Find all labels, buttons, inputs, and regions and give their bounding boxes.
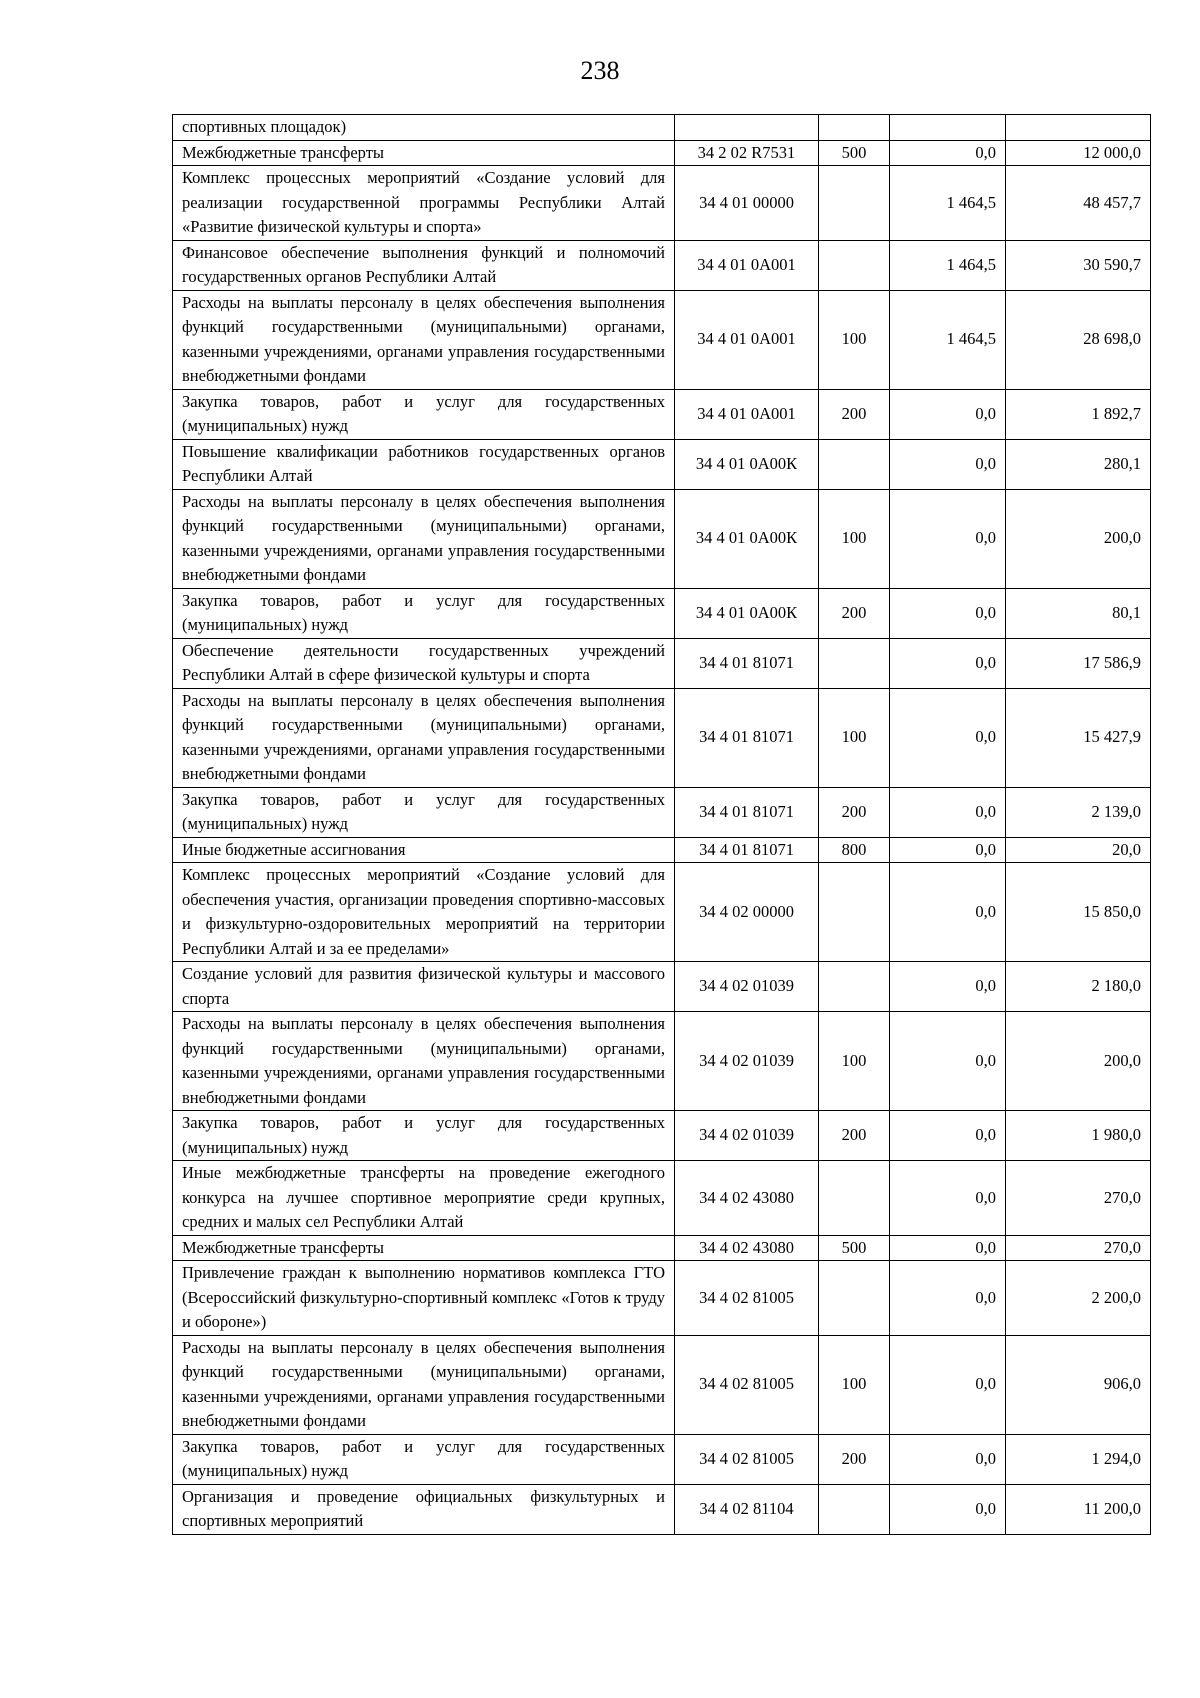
row-amount-1-cell: 0,0 <box>890 1235 1006 1261</box>
row-amount-2-cell: 906,0 <box>1006 1335 1151 1434</box>
table-row <box>173 837 1151 863</box>
row-amount-2-cell: 1 294,0 <box>1006 1434 1151 1484</box>
row-amount-2-cell <box>1006 115 1151 141</box>
row-name-cell: Обеспечение деятельности государственных учреждений Республики Алтай в сфере физической культуры и спорта <box>173 638 675 688</box>
row-code-cell: 34 4 01 81071 <box>675 688 819 787</box>
row-name-cell: Закупка товаров, работ и услуг для государственных (муниципальных) нужд <box>173 1434 675 1484</box>
table-row <box>173 787 1151 837</box>
row-expense-type-cell: 500 <box>819 1235 890 1261</box>
row-name-cell: Расходы на выплаты персоналу в целях обеспечения выполнения функций государственными (муниципальными) органами, казенными учреждениями, органами управления государственными внебюджетными фондами <box>173 1012 675 1111</box>
row-amount-1-cell: 0,0 <box>890 1012 1006 1111</box>
row-amount-2-cell: 2 200,0 <box>1006 1261 1151 1336</box>
row-expense-type-cell: 100 <box>819 688 890 787</box>
row-amount-2-cell: 28 698,0 <box>1006 290 1151 389</box>
table-row <box>173 1012 1151 1111</box>
row-expense-type-cell <box>819 240 890 290</box>
row-expense-type-cell <box>819 1161 890 1236</box>
row-expense-type-cell <box>819 1484 890 1534</box>
row-code-cell: 34 4 01 0А001 <box>675 389 819 439</box>
row-amount-2-cell: 12 000,0 <box>1006 140 1151 166</box>
row-amount-2-cell: 48 457,7 <box>1006 166 1151 241</box>
row-amount-1-cell: 1 464,5 <box>890 290 1006 389</box>
row-code-cell: 34 4 02 81005 <box>675 1434 819 1484</box>
row-amount-1-cell: 0,0 <box>890 439 1006 489</box>
row-amount-1-cell: 0,0 <box>890 140 1006 166</box>
row-amount-2-cell: 80,1 <box>1006 588 1151 638</box>
row-expense-type-cell <box>819 1261 890 1336</box>
row-name-cell: Финансовое обеспечение выполнения функций и полномочий государственных органов Республики Алтай <box>173 240 675 290</box>
row-code-cell: 34 4 02 01039 <box>675 1111 819 1161</box>
table-row <box>173 166 1151 241</box>
row-code-cell <box>675 115 819 141</box>
row-name-cell: Межбюджетные трансферты <box>173 140 675 166</box>
table-row <box>173 962 1151 1012</box>
row-amount-1-cell <box>890 115 1006 141</box>
table-row <box>173 489 1151 588</box>
row-expense-type-cell <box>819 962 890 1012</box>
row-name-cell: Иные бюджетные ассигнования <box>173 837 675 863</box>
row-name-cell: Комплекс процессных мероприятий «Создание условий для реализации государственной программы Республики Алтай «Развитие физической культуры и спорта» <box>173 166 675 241</box>
row-amount-1-cell: 0,0 <box>890 1434 1006 1484</box>
row-name-cell: Привлечение граждан к выполнению нормативов комплекса ГТО (Всероссийский физкультурно-спортивный комплекс «Готов к труду и обороне») <box>173 1261 675 1336</box>
row-code-cell: 34 4 01 81071 <box>675 638 819 688</box>
row-expense-type-cell: 100 <box>819 489 890 588</box>
row-expense-type-cell: 200 <box>819 389 890 439</box>
row-amount-1-cell: 0,0 <box>890 1484 1006 1534</box>
row-name-cell: Расходы на выплаты персоналу в целях обеспечения выполнения функций государственными (муниципальными) органами, казенными учреждениями, органами управления государственными внебюджетными фондами <box>173 489 675 588</box>
row-amount-2-cell: 20,0 <box>1006 837 1151 863</box>
row-amount-1-cell: 0,0 <box>890 962 1006 1012</box>
row-amount-2-cell: 2 180,0 <box>1006 962 1151 1012</box>
row-expense-type-cell: 200 <box>819 588 890 638</box>
row-amount-2-cell: 15 427,9 <box>1006 688 1151 787</box>
row-amount-1-cell: 0,0 <box>890 1335 1006 1434</box>
row-amount-2-cell: 1 980,0 <box>1006 1111 1151 1161</box>
row-amount-1-cell: 1 464,5 <box>890 166 1006 241</box>
row-name-cell: Иные межбюджетные трансферты на проведение ежегодного конкурса на лучшее спортивное мероприятие среди крупных, средних и малых сел Республики Алтай <box>173 1161 675 1236</box>
row-code-cell: 34 4 01 81071 <box>675 787 819 837</box>
row-amount-1-cell: 0,0 <box>890 688 1006 787</box>
row-name-cell: Создание условий для развития физической культуры и массового спорта <box>173 962 675 1012</box>
row-code-cell: 34 2 02 R7531 <box>675 140 819 166</box>
table-row <box>173 638 1151 688</box>
row-name-cell: Расходы на выплаты персоналу в целях обеспечения выполнения функций государственными (муниципальными) органами, казенными учреждениями, органами управления государственными внебюджетными фондами <box>173 1335 675 1434</box>
table-row <box>173 389 1151 439</box>
row-code-cell: 34 4 02 00000 <box>675 863 819 962</box>
table-row <box>173 115 1151 141</box>
table-row <box>173 1484 1151 1534</box>
row-amount-2-cell: 15 850,0 <box>1006 863 1151 962</box>
table-row <box>173 863 1151 962</box>
table-row <box>173 290 1151 389</box>
row-expense-type-cell <box>819 863 890 962</box>
row-amount-1-cell: 0,0 <box>890 1261 1006 1336</box>
row-amount-1-cell: 0,0 <box>890 588 1006 638</box>
row-name-cell: Повышение квалификации работников государственных органов Республики Алтай <box>173 439 675 489</box>
row-code-cell: 34 4 01 0А001 <box>675 290 819 389</box>
row-code-cell: 34 4 02 43080 <box>675 1161 819 1236</box>
row-code-cell: 34 4 01 0А00К <box>675 439 819 489</box>
row-amount-2-cell: 1 892,7 <box>1006 389 1151 439</box>
row-expense-type-cell: 100 <box>819 1012 890 1111</box>
row-amount-2-cell: 280,1 <box>1006 439 1151 489</box>
row-amount-2-cell: 17 586,9 <box>1006 638 1151 688</box>
row-expense-type-cell: 100 <box>819 1335 890 1434</box>
table-row <box>173 439 1151 489</box>
row-amount-1-cell: 1 464,5 <box>890 240 1006 290</box>
row-name-cell: Расходы на выплаты персоналу в целях обеспечения выполнения функций государственными (муниципальными) органами, казенными учреждениями, органами управления государственными внебюджетными фондами <box>173 290 675 389</box>
row-expense-type-cell: 100 <box>819 290 890 389</box>
row-amount-1-cell: 0,0 <box>890 787 1006 837</box>
table-row <box>173 1111 1151 1161</box>
row-amount-1-cell: 0,0 <box>890 1111 1006 1161</box>
table-row <box>173 240 1151 290</box>
row-code-cell: 34 4 02 81005 <box>675 1335 819 1434</box>
table-row <box>173 140 1151 166</box>
page-number: 238 <box>580 56 620 85</box>
row-amount-1-cell: 0,0 <box>890 1161 1006 1236</box>
row-amount-2-cell: 11 200,0 <box>1006 1484 1151 1534</box>
row-name-cell: Организация и проведение официальных физкультурных и спортивных мероприятий <box>173 1484 675 1534</box>
table-row <box>173 688 1151 787</box>
row-expense-type-cell <box>819 166 890 241</box>
row-name-cell: Закупка товаров, работ и услуг для государственных (муниципальных) нужд <box>173 1111 675 1161</box>
row-amount-2-cell: 2 139,0 <box>1006 787 1151 837</box>
row-amount-1-cell: 0,0 <box>890 638 1006 688</box>
row-name-cell: Закупка товаров, работ и услуг для государственных (муниципальных) нужд <box>173 389 675 439</box>
row-name-cell: Комплекс процессных мероприятий «Создание условий для обеспечения участия, организации проведения спортивно-массовых и физкультурно-оздоровительных мероприятий на территории Республики Алтай и за ее пределами» <box>173 863 675 962</box>
row-expense-type-cell: 800 <box>819 837 890 863</box>
row-amount-2-cell: 200,0 <box>1006 489 1151 588</box>
row-amount-1-cell: 0,0 <box>890 837 1006 863</box>
row-code-cell: 34 4 01 81071 <box>675 837 819 863</box>
row-code-cell: 34 4 01 00000 <box>675 166 819 241</box>
row-code-cell: 34 4 01 0А00К <box>675 588 819 638</box>
row-expense-type-cell: 200 <box>819 1111 890 1161</box>
row-name-cell: Расходы на выплаты персоналу в целях обеспечения выполнения функций государственными (муниципальными) органами, казенными учреждениями, органами управления государственными внебюджетными фондами <box>173 688 675 787</box>
row-amount-2-cell: 270,0 <box>1006 1161 1151 1236</box>
row-amount-1-cell: 0,0 <box>890 389 1006 439</box>
row-amount-2-cell: 200,0 <box>1006 1012 1151 1111</box>
table-row <box>173 1235 1151 1261</box>
table-row <box>173 1161 1151 1236</box>
row-expense-type-cell <box>819 115 890 141</box>
budget-table-body <box>173 115 1151 1535</box>
row-expense-type-cell: 200 <box>819 1434 890 1484</box>
row-amount-2-cell: 270,0 <box>1006 1235 1151 1261</box>
row-expense-type-cell <box>819 439 890 489</box>
budget-table <box>172 114 1151 1535</box>
row-code-cell: 34 4 02 43080 <box>675 1235 819 1261</box>
row-expense-type-cell: 500 <box>819 140 890 166</box>
row-expense-type-cell: 200 <box>819 787 890 837</box>
table-row <box>173 588 1151 638</box>
row-code-cell: 34 4 01 0А00К <box>675 489 819 588</box>
row-name-cell: Закупка товаров, работ и услуг для государственных (муниципальных) нужд <box>173 588 675 638</box>
row-code-cell: 34 4 02 81104 <box>675 1484 819 1534</box>
row-code-cell: 34 4 02 01039 <box>675 962 819 1012</box>
table-row <box>173 1261 1151 1336</box>
table-row <box>173 1335 1151 1434</box>
row-name-cell: Закупка товаров, работ и услуг для государственных (муниципальных) нужд <box>173 787 675 837</box>
row-name-cell: спортивных площадок) <box>173 115 675 141</box>
row-code-cell: 34 4 02 81005 <box>675 1261 819 1336</box>
row-amount-1-cell: 0,0 <box>890 489 1006 588</box>
row-amount-2-cell: 30 590,7 <box>1006 240 1151 290</box>
row-code-cell: 34 4 01 0А001 <box>675 240 819 290</box>
row-expense-type-cell <box>819 638 890 688</box>
row-amount-1-cell: 0,0 <box>890 863 1006 962</box>
row-name-cell: Межбюджетные трансферты <box>173 1235 675 1261</box>
row-code-cell: 34 4 02 01039 <box>675 1012 819 1111</box>
table-row <box>173 1434 1151 1484</box>
